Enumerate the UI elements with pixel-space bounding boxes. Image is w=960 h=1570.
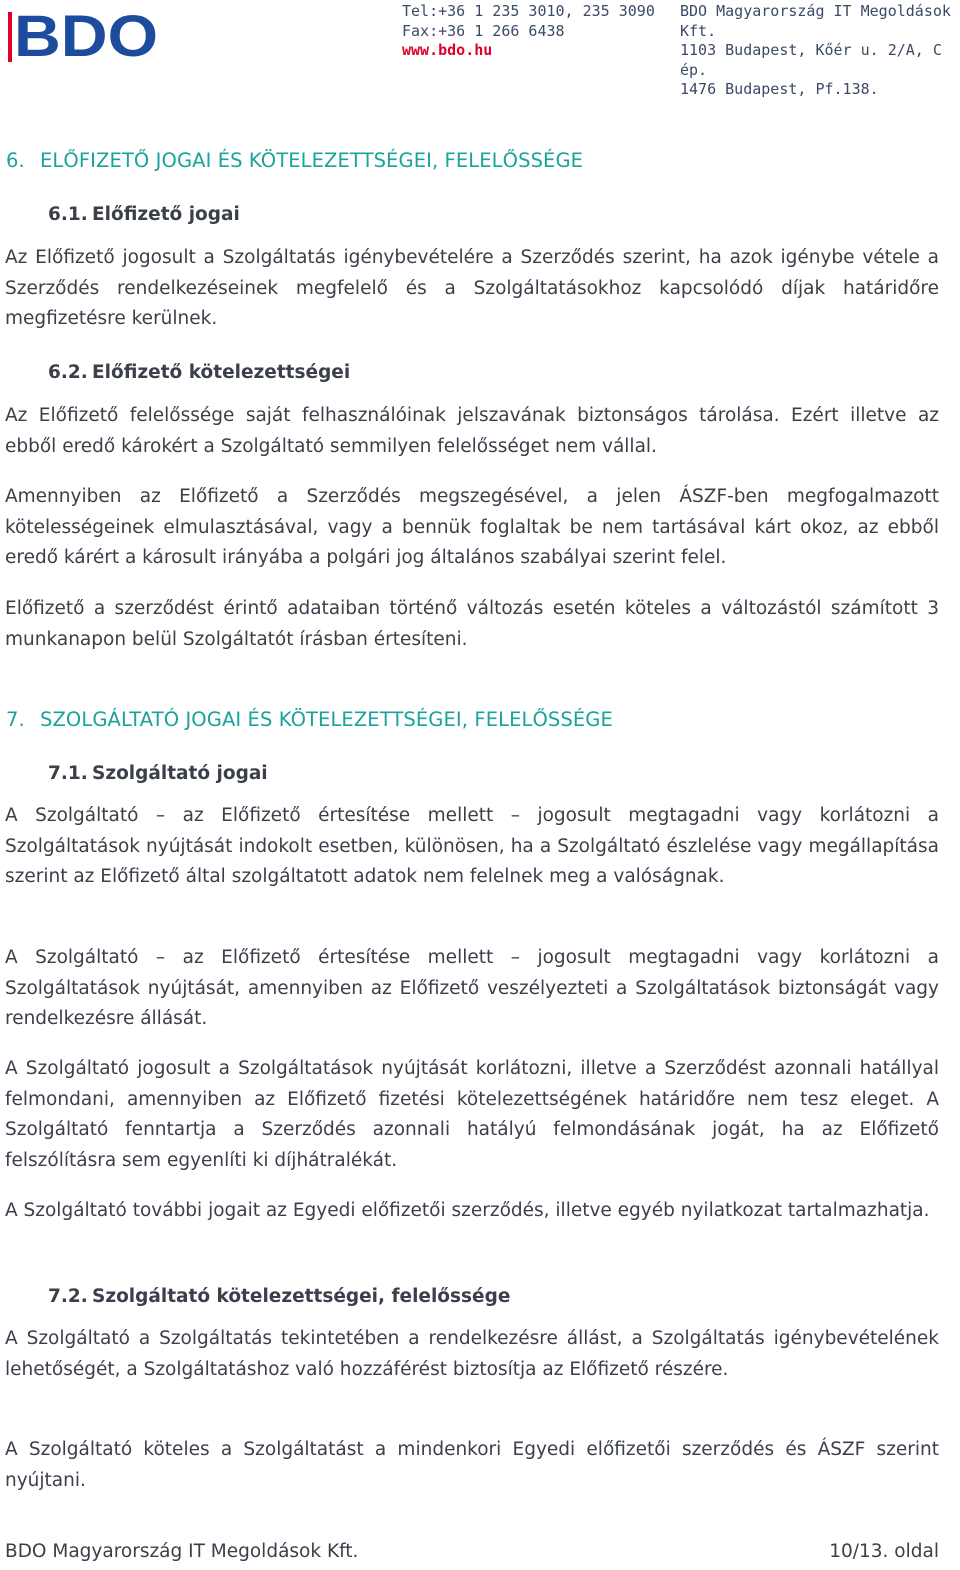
section-7-2-number: 7.2. [48, 1286, 88, 1307]
section-7-1-number: 7.1. [48, 763, 88, 784]
section-6-2-title: Előfizető kötelezettségei [92, 362, 351, 383]
header-fax: Fax:+36 1 266 6438 [402, 21, 565, 40]
section-6-title: ELŐFIZETŐ JOGAI ÉS KÖTELEZETTSÉGEI, FELELŐSSÉGE [40, 149, 584, 172]
section-7-2-heading [48, 1286, 510, 1307]
section-7-heading [6, 708, 613, 731]
header-postbox: 1476 Budapest, Pf.138. [680, 80, 879, 98]
section-6-2-number: 6.2. [48, 362, 88, 383]
paragraph: Előfizető a szerződést érintő adataiban történő változás esetén köteles a változástól számított 3 munkanapon belül Szolgáltatót írásban értesíteni. [5, 598, 939, 650]
paragraph: A Szolgáltató a Szolgáltatás tekintetében a rendelkezésre állást, a Szolgáltatás igénybevételének lehetőségét, a Szolgáltatáshoz való hozzáférést biztosítja az Előfizető részére. [5, 1328, 939, 1380]
section-6-2-heading [48, 362, 350, 383]
logo-text: BDO [14, 4, 158, 64]
header-website-link[interactable]: www.bdo.hu [402, 41, 493, 59]
paragraph: Az Előfizető jogosult a Szolgáltatás igénybevételére a Szerződés szerint, ha azok igénybe vétele a Szerződés rendelkezéseinek megfelelő és a Szolgáltatásokhoz kapcsolódó díjak határidőre megfizetésre kerülnek. [5, 247, 939, 330]
header-address [680, 2, 960, 100]
section-7-1-title: Szolgáltató jogai [92, 763, 268, 784]
bdo-logo [8, 4, 160, 64]
header-tel: Tel:+36 1 235 3010, 235 3090 [402, 2, 655, 20]
header-street: 1103 Budapest, Kőér u. 2/A, C ép. [680, 41, 942, 79]
paragraph: Amennyiben az Előfizető a Szerződés megszegésével, a jelen ÁSZF-ben megfogalmazott kötelességeinek elmulasztásával, vagy a bennük foglaltak be nem tartásával kárt okoz, az ebből eredő kárért a károsult irányába a polgári jog általános szabályai szerint felel. [5, 486, 939, 569]
header-contact [402, 2, 655, 61]
section-6-heading [6, 149, 583, 172]
paragraph: Az Előfizető felelőssége saját felhasználóinak jelszavának biztonságos tárolása. Ezért illetve az ebből eredő károkért a Szolgáltató semmilyen felelősséget nem vállal. [5, 405, 939, 457]
paragraph: A Szolgáltató további jogait az Egyedi előfizetői szerződés, illetve egyéb nyilatkozat tartalmazhatja. [5, 1200, 930, 1221]
section-7-title: SZOLGÁLTATÓ JOGAI ÉS KÖTELEZETTSÉGEI, FELELŐSSÉGE [40, 708, 613, 731]
section-6-1-heading [48, 204, 240, 225]
section-7-2-title: Szolgáltató kötelezettségei, felelőssége [92, 1286, 511, 1307]
section-7-1-heading [48, 763, 268, 784]
section-6-1-title: Előfizető jogai [92, 204, 240, 225]
section-7-number: 7. [6, 708, 25, 731]
paragraph: A Szolgáltató – az Előfizető értesítése mellett – jogosult megtagadni vagy korlátozni a Szolgáltatások nyújtását indokolt esetben, különösen, ha a Szolgáltató észlelése vagy megállapítása szerint az Előfizető által szolgáltatott adatok nem felelnek meg a valóságnak. [5, 805, 939, 888]
section-6-1-number: 6.1. [48, 204, 88, 225]
paragraph: A Szolgáltató jogosult a Szolgáltatások nyújtását korlátozni, illetve a Szerződést azonnali hatállyal felmondani, amennyiben az Előfizető fizetési kötelezettségének határidőre nem tesz eleget. A Szolgáltató fenntartja a Szerződés azonnali hatályú felmondásának jogát, ha az Előfizető felszólításra sem egyenlíti ki díjhátralékát. [5, 1058, 939, 1171]
footer-company: BDO Magyarország IT Megoldások Kft. [5, 1541, 359, 1562]
section-6-number: 6. [6, 149, 25, 172]
footer-page-number: 10/13. oldal [829, 1541, 939, 1562]
paragraph: A Szolgáltató köteles a Szolgáltatást a mindenkori Egyedi előfizetői szerződés és ÁSZF szerint nyújtani. [5, 1439, 939, 1491]
paragraph: A Szolgáltató – az Előfizető értesítése mellett – jogosult megtagadni vagy korlátozni a Szolgáltatások nyújtását, amennyiben az Előfizető veszélyezteti a Szolgáltatások biztonságát vagy rendelkezésre állását. [5, 947, 939, 1030]
header-company: BDO Magyarország IT Megoldások Kft. [680, 2, 951, 40]
